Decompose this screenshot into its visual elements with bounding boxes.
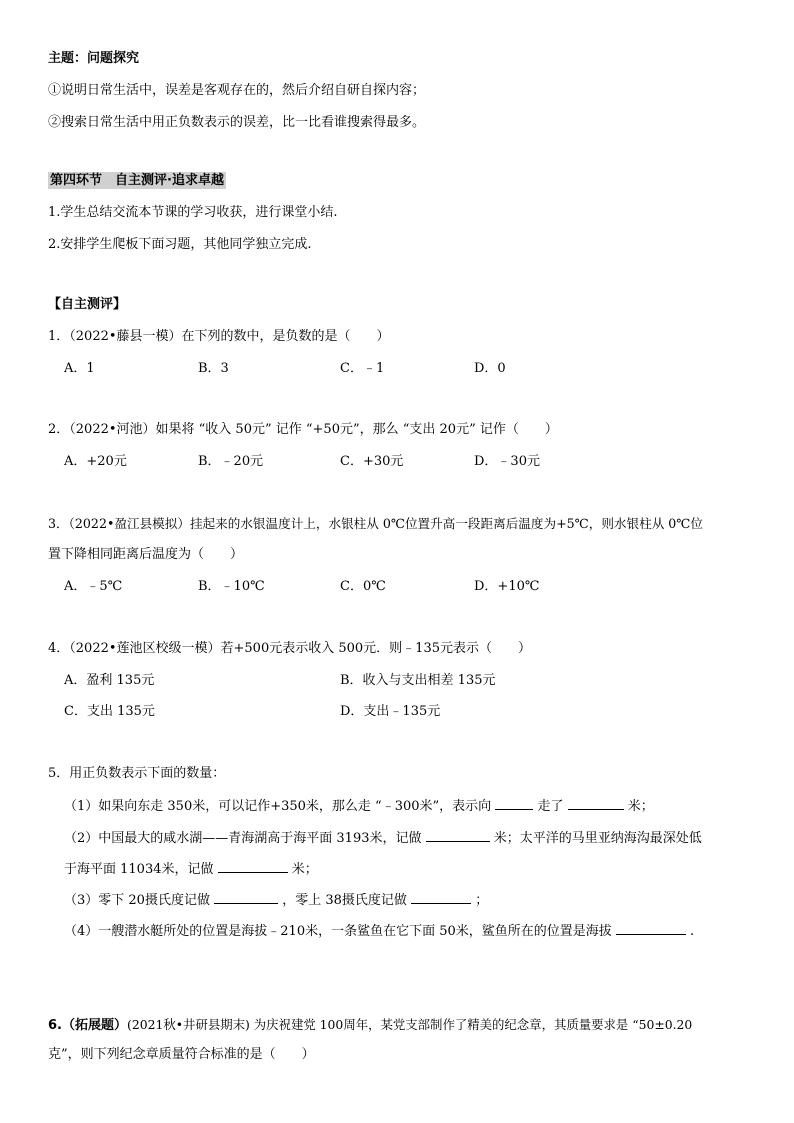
q1-option-a: A．1: [64, 361, 95, 376]
q3-option-c: C．0℃: [340, 579, 386, 594]
theme-line: 主题：问题探究: [48, 51, 140, 66]
intro-item-2: ②搜索日常生活中用正负数表示的误差，比一比看谁搜索得最多。: [48, 115, 426, 130]
q2-stem: 2．（2022•河池）如果将 “收入 50元” 记作 “+50元”，那么 “支出 20元” 记作（ ）: [48, 422, 558, 437]
q5-part-1-blank-distance[interactable]: [568, 797, 624, 810]
intro-item-1: ①说明日常生活中，误差是客观存在的，然后介绍自研自探内容；: [48, 83, 426, 98]
q5-part-1-text-c: 米；: [627, 799, 654, 814]
q1-stem: 1．（2022•藤县一模）在下列的数中，是负数的是（ ）: [48, 329, 390, 344]
q6-stem-line-1: (2021秋•井研县期末) 为庆祝建党 100周年，某党支部制作了精美的纪念章，其质量要求是 “50±0.20: [126, 1017, 693, 1032]
q3-option-d: D．+10℃: [474, 579, 540, 594]
q5-part-2-text-a: （2）中国最大的咸水湖——青海湖高于海平面 3193米，记做: [64, 831, 422, 846]
q5-part-4: [64, 922, 694, 941]
q2-option-a: A．+20元: [64, 454, 127, 469]
q5-part-2-blank-qinghai[interactable]: [426, 829, 490, 842]
q5-part-4-blank-shark[interactable]: [616, 922, 686, 935]
q5-part-2-text-b: 米；太平洋的马里亚纳海沟最深处低: [493, 831, 702, 846]
q2-option-b: B．﹣20元: [198, 454, 264, 469]
q5-part-2-text-d: 米；: [291, 862, 318, 877]
q5-part-2-line-2: [64, 860, 318, 879]
q3-stem-line-2: 置下降相同距离后温度为（ ）: [48, 547, 244, 562]
q6-label: 6.（拓展题）: [48, 1018, 127, 1033]
quiz-title: 【自主测评】: [48, 297, 127, 312]
section-heading-text: 第四环节 自主测评·追求卓越: [50, 173, 224, 188]
q4-option-c: C．支出 135元: [64, 704, 155, 719]
q5-part-3: [64, 891, 488, 910]
q1-option-c: C．﹣1: [340, 361, 385, 376]
q1-option-d: D．0: [474, 361, 506, 376]
q4-stem: 4．（2022•莲池区校级一模）若+500元表示收入 500元．则﹣135元表示（ ）: [48, 641, 531, 656]
q3-option-a: A．﹣5℃: [64, 579, 123, 594]
q6-line-1: [48, 1016, 692, 1035]
q3-stem-line-1: 3．（2022•盈江县模拟）挂起来的水银温度计上，水银柱从 0℃位置升高一段距离后温度为+5℃，则水银柱从 0℃位: [48, 516, 703, 531]
q5-stem: 5．用正负数表示下面的数量：: [48, 766, 226, 781]
q4-option-d: D．支出﹣135元: [340, 704, 441, 719]
q6-stem-line-2: 克”，则下列纪念章质量符合标准的是（ ）: [48, 1047, 315, 1062]
q4-option-a: A．盈利 135元: [64, 673, 155, 688]
q5-part-2-text-c: 于海平面 11034米，记做: [64, 862, 214, 877]
q5-part-3-text-c: ；: [475, 893, 489, 908]
q5-part-3-text-b: ，零上 38摄氏度记做: [282, 893, 407, 908]
q5-part-1-text-a: （1）如果向东走 350米，可以记作+350米，那么走 “﹣300米”，表示向: [64, 799, 492, 814]
q3-option-b: B．﹣10℃: [198, 579, 265, 594]
q5-part-4-text-b: .: [690, 924, 695, 939]
q5-part-3-blank-plus38[interactable]: [411, 891, 471, 904]
q5-part-1-text-b: 走了: [537, 799, 564, 814]
q5-part-2-line-1: [64, 829, 702, 848]
q5-part-1-blank-direction[interactable]: [495, 797, 533, 810]
section-step-1: 1.学生总结交流本节课的学习收获，进行课堂小结.: [48, 205, 338, 220]
q5-part-1: [64, 797, 654, 816]
q1-option-b: B．3: [198, 361, 229, 376]
section-heading: [48, 172, 226, 190]
q2-option-c: C．+30元: [340, 454, 404, 469]
q5-part-2-blank-trench[interactable]: [218, 860, 288, 873]
q5-part-4-text-a: （4）一艘潜水艇所处的位置是海拔﹣210米，一条鲨鱼在它下面 50米，鲨鱼所在的位置是海拔: [64, 924, 612, 939]
q2-option-d: D．﹣30元: [474, 454, 540, 469]
q5-part-3-blank-minus20[interactable]: [214, 891, 278, 904]
q4-option-b: B．收入与支出相差 135元: [340, 673, 496, 688]
section-step-2: 2.安排学生爬板下面习题，其他同学独立完成.: [48, 237, 312, 252]
q5-part-3-text-a: （3）零下 20摄氏度记做: [64, 893, 210, 908]
